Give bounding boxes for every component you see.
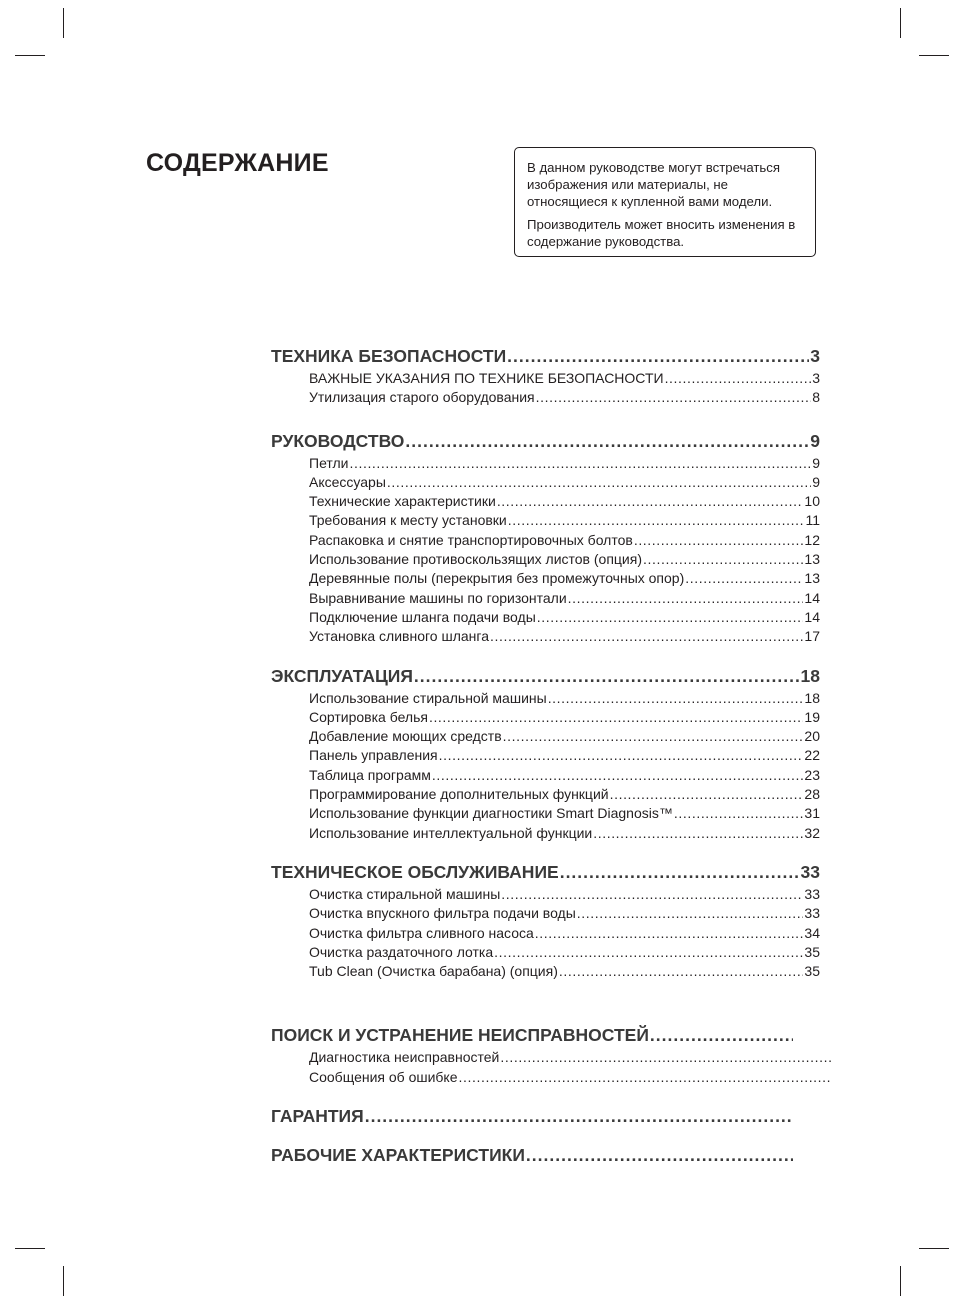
toc-page-number: 33 (804, 905, 820, 922)
crop-mark (900, 1266, 901, 1296)
leader-dots (559, 962, 804, 981)
toc-page-number: 9 (812, 473, 820, 490)
toc-page-number: 28 (804, 786, 820, 803)
toc-item-label: Очистка раздаточного лотка (309, 943, 494, 960)
leader-dots (548, 689, 804, 708)
toc-section (271, 1143, 820, 1168)
toc-item-label: Использование интеллектуальной функции (309, 824, 593, 841)
toc-page-number: 11 (805, 512, 820, 529)
leader-dots (500, 1048, 831, 1067)
toc-item[interactable] (271, 388, 820, 407)
toc-item[interactable] (271, 766, 820, 785)
toc-item[interactable] (271, 1048, 832, 1067)
toc-item[interactable] (271, 924, 820, 943)
crop-mark (15, 55, 45, 56)
toc-item-label: Требования к месту установки (309, 512, 507, 529)
toc-item[interactable] (271, 454, 820, 473)
toc-page-number: 14 (804, 608, 820, 625)
toc-heading-label: РАБОЧИЕ ХАРАКТЕРИСТИКИ (271, 1145, 525, 1166)
toc-heading[interactable] (271, 860, 820, 885)
leader-dots (536, 388, 812, 407)
toc-page-number: 20 (804, 728, 820, 745)
crop-mark (63, 8, 64, 38)
toc-heading-label: ГАРАНТИЯ (271, 1106, 364, 1127)
leader-dots (560, 860, 800, 885)
toc-item-label: Петли (309, 454, 349, 471)
toc-page-number: 3 (812, 370, 820, 386)
toc-section (271, 860, 820, 981)
leader-dots (387, 473, 811, 492)
toc-page-number: 18 (804, 689, 820, 706)
toc-item-label: Программирование дополнительных функций (309, 786, 609, 803)
toc-section (271, 1023, 820, 1087)
leader-dots (365, 1104, 793, 1129)
toc-item-label: Распаковка и снятие транспортировочных болтов (309, 531, 633, 548)
toc-item-label: Установка сливного шланга (309, 628, 489, 645)
toc-heading[interactable] (271, 344, 820, 369)
toc-page-number: 35 (804, 943, 820, 960)
toc-page-number: 33 (800, 861, 820, 882)
toc-item[interactable] (271, 369, 820, 388)
toc-item[interactable] (271, 608, 820, 627)
leader-dots (577, 904, 804, 923)
leader-dots (643, 550, 803, 569)
toc-page-number: 13 (804, 551, 820, 568)
toc-heading[interactable] (271, 664, 820, 689)
toc-item[interactable] (271, 962, 820, 981)
toc-item[interactable] (271, 746, 820, 765)
toc-item[interactable] (271, 804, 820, 823)
leader-dots (685, 569, 803, 588)
page-title: СОДЕРЖАНИЕ (146, 149, 329, 177)
notice-box (514, 147, 816, 257)
leader-dots (459, 1068, 832, 1087)
toc-heading[interactable] (271, 1023, 794, 1048)
toc-page-number: 9 (812, 454, 820, 471)
leader-dots (349, 454, 811, 473)
toc-item-label: Использование противоскользящих листов (опция) (309, 551, 642, 568)
leader-dots (429, 708, 803, 727)
notice-text: В данном руководстве могут встречаться изображения или материалы, не относящиеся к купленной вами модели. (527, 160, 781, 209)
toc-item-label: Подключение шланга подачи воды (309, 608, 536, 625)
toc-item-label: ВАЖНЫЕ УКАЗАНИЯ ПО ТЕХНИКЕ БЕЗОПАСНОСТИ (309, 370, 664, 386)
crop-mark (919, 1248, 949, 1249)
toc-item-label: Деревянные полы (перекрытия без промежуточных опор) (309, 570, 685, 587)
toc-section (271, 429, 820, 647)
toc-item-label: Диагностика неисправностей (309, 1049, 500, 1066)
toc-page-number: 18 (800, 665, 820, 686)
toc-page-number: 12 (804, 531, 820, 548)
crop-mark (63, 1266, 64, 1296)
toc-item-label: Сортировка белья (309, 708, 428, 725)
leader-dots (665, 369, 812, 388)
toc-item[interactable] (271, 943, 820, 962)
leader-dots (610, 785, 804, 804)
toc-heading[interactable] (271, 1143, 794, 1168)
toc-item[interactable] (271, 550, 820, 569)
toc-item-label: Сообщения об ошибке (309, 1068, 458, 1085)
leader-dots (650, 1023, 793, 1048)
toc-heading-label: ТЕХНИКА БЕЗОПАСНОСТИ (271, 346, 507, 366)
toc-item-label: Выравнивание машины по горизонтали (309, 589, 567, 606)
leader-dots (526, 1143, 793, 1168)
toc-item-label: Очистка фильтра сливного насоса (309, 924, 534, 941)
toc-heading-label: ЭКСПЛУАТАЦИЯ (271, 665, 413, 686)
leader-dots (405, 429, 809, 454)
toc-section (271, 344, 820, 408)
toc-item-label: Добавление моющих средств (309, 728, 502, 745)
toc-heading[interactable] (271, 429, 820, 454)
toc-item[interactable] (271, 627, 820, 646)
toc-page-number: 10 (804, 493, 820, 510)
toc-item-label: Технические характеристики (309, 493, 496, 510)
leader-dots (503, 727, 804, 746)
table-of-contents (271, 344, 820, 1168)
toc-page-number: 31 (804, 805, 820, 822)
toc-page-number: 13 (804, 570, 820, 587)
toc-item[interactable] (271, 824, 820, 843)
leader-dots (535, 924, 804, 943)
leader-dots (537, 608, 804, 627)
toc-item[interactable] (271, 473, 820, 492)
toc-item[interactable] (271, 531, 820, 550)
toc-page-number: 34 (804, 924, 820, 941)
toc-item[interactable] (271, 885, 820, 904)
toc-item[interactable] (271, 904, 820, 923)
toc-page-number: 33 (804, 885, 820, 902)
toc-item-label: Таблица программ (309, 766, 431, 783)
leader-dots (593, 824, 803, 843)
toc-item-label: Tub Clean (Очистка барабана) (опция) (309, 963, 558, 980)
notice-text: Производитель может вносить изменения в содержание руководства. (527, 217, 796, 249)
toc-section (271, 1104, 820, 1129)
toc-item-label: Аксессуары (309, 473, 386, 490)
toc-item[interactable] (271, 785, 820, 804)
toc-heading-label: ПОИСК И УСТРАНЕНИЕ НЕИСПРАВНОСТЕЙ (271, 1025, 649, 1046)
leader-dots (568, 589, 804, 608)
toc-section (271, 664, 820, 843)
toc-item-label: Использование стиральной машины (309, 689, 547, 706)
toc-heading-label: РУКОВОДСТВО (271, 430, 405, 451)
toc-page-number: 9 (810, 430, 820, 451)
leader-dots (490, 627, 803, 646)
toc-page-number: 14 (804, 589, 820, 606)
toc-page-number: 22 (804, 747, 820, 764)
toc-page-number: 3 (810, 346, 820, 366)
toc-page-number: 19 (804, 708, 820, 725)
leader-dots (494, 943, 803, 962)
leader-dots (634, 531, 804, 550)
leader-dots (507, 344, 809, 369)
toc-page-number: 23 (804, 766, 820, 783)
leader-dots (439, 746, 804, 765)
leader-dots (501, 885, 803, 904)
toc-item[interactable] (271, 708, 820, 727)
toc-item-label: Использование функции диагностики Smart Diagnosis™ (309, 805, 673, 822)
leader-dots (432, 766, 804, 785)
toc-item[interactable] (271, 589, 820, 608)
leader-dots (674, 804, 804, 823)
crop-mark (919, 55, 949, 56)
toc-page-number: 35 (804, 963, 820, 980)
leader-dots (497, 492, 804, 511)
toc-item-label: Очистка стиральной машины (309, 885, 501, 902)
toc-item-label: Очистка впускного фильтра подачи воды (309, 905, 576, 922)
toc-page-number: 17 (804, 628, 820, 645)
leader-dots (508, 511, 805, 530)
toc-item[interactable] (271, 689, 820, 708)
toc-page-number: 32 (804, 824, 820, 841)
toc-item[interactable] (271, 1068, 832, 1087)
toc-page-number: 8 (812, 389, 820, 406)
toc-item-label: Утилизация старого оборудования (309, 389, 535, 406)
toc-item[interactable] (271, 492, 820, 511)
toc-item[interactable] (271, 511, 820, 530)
toc-item-label: Панель управления (309, 747, 438, 764)
crop-mark (15, 1248, 45, 1249)
toc-heading[interactable] (271, 1104, 794, 1129)
toc-heading-label: ТЕХНИЧЕСКОЕ ОБСЛУЖИВАНИЕ (271, 861, 559, 882)
toc-item[interactable] (271, 727, 820, 746)
crop-mark (900, 8, 901, 38)
leader-dots (414, 664, 800, 689)
toc-item[interactable] (271, 569, 820, 588)
